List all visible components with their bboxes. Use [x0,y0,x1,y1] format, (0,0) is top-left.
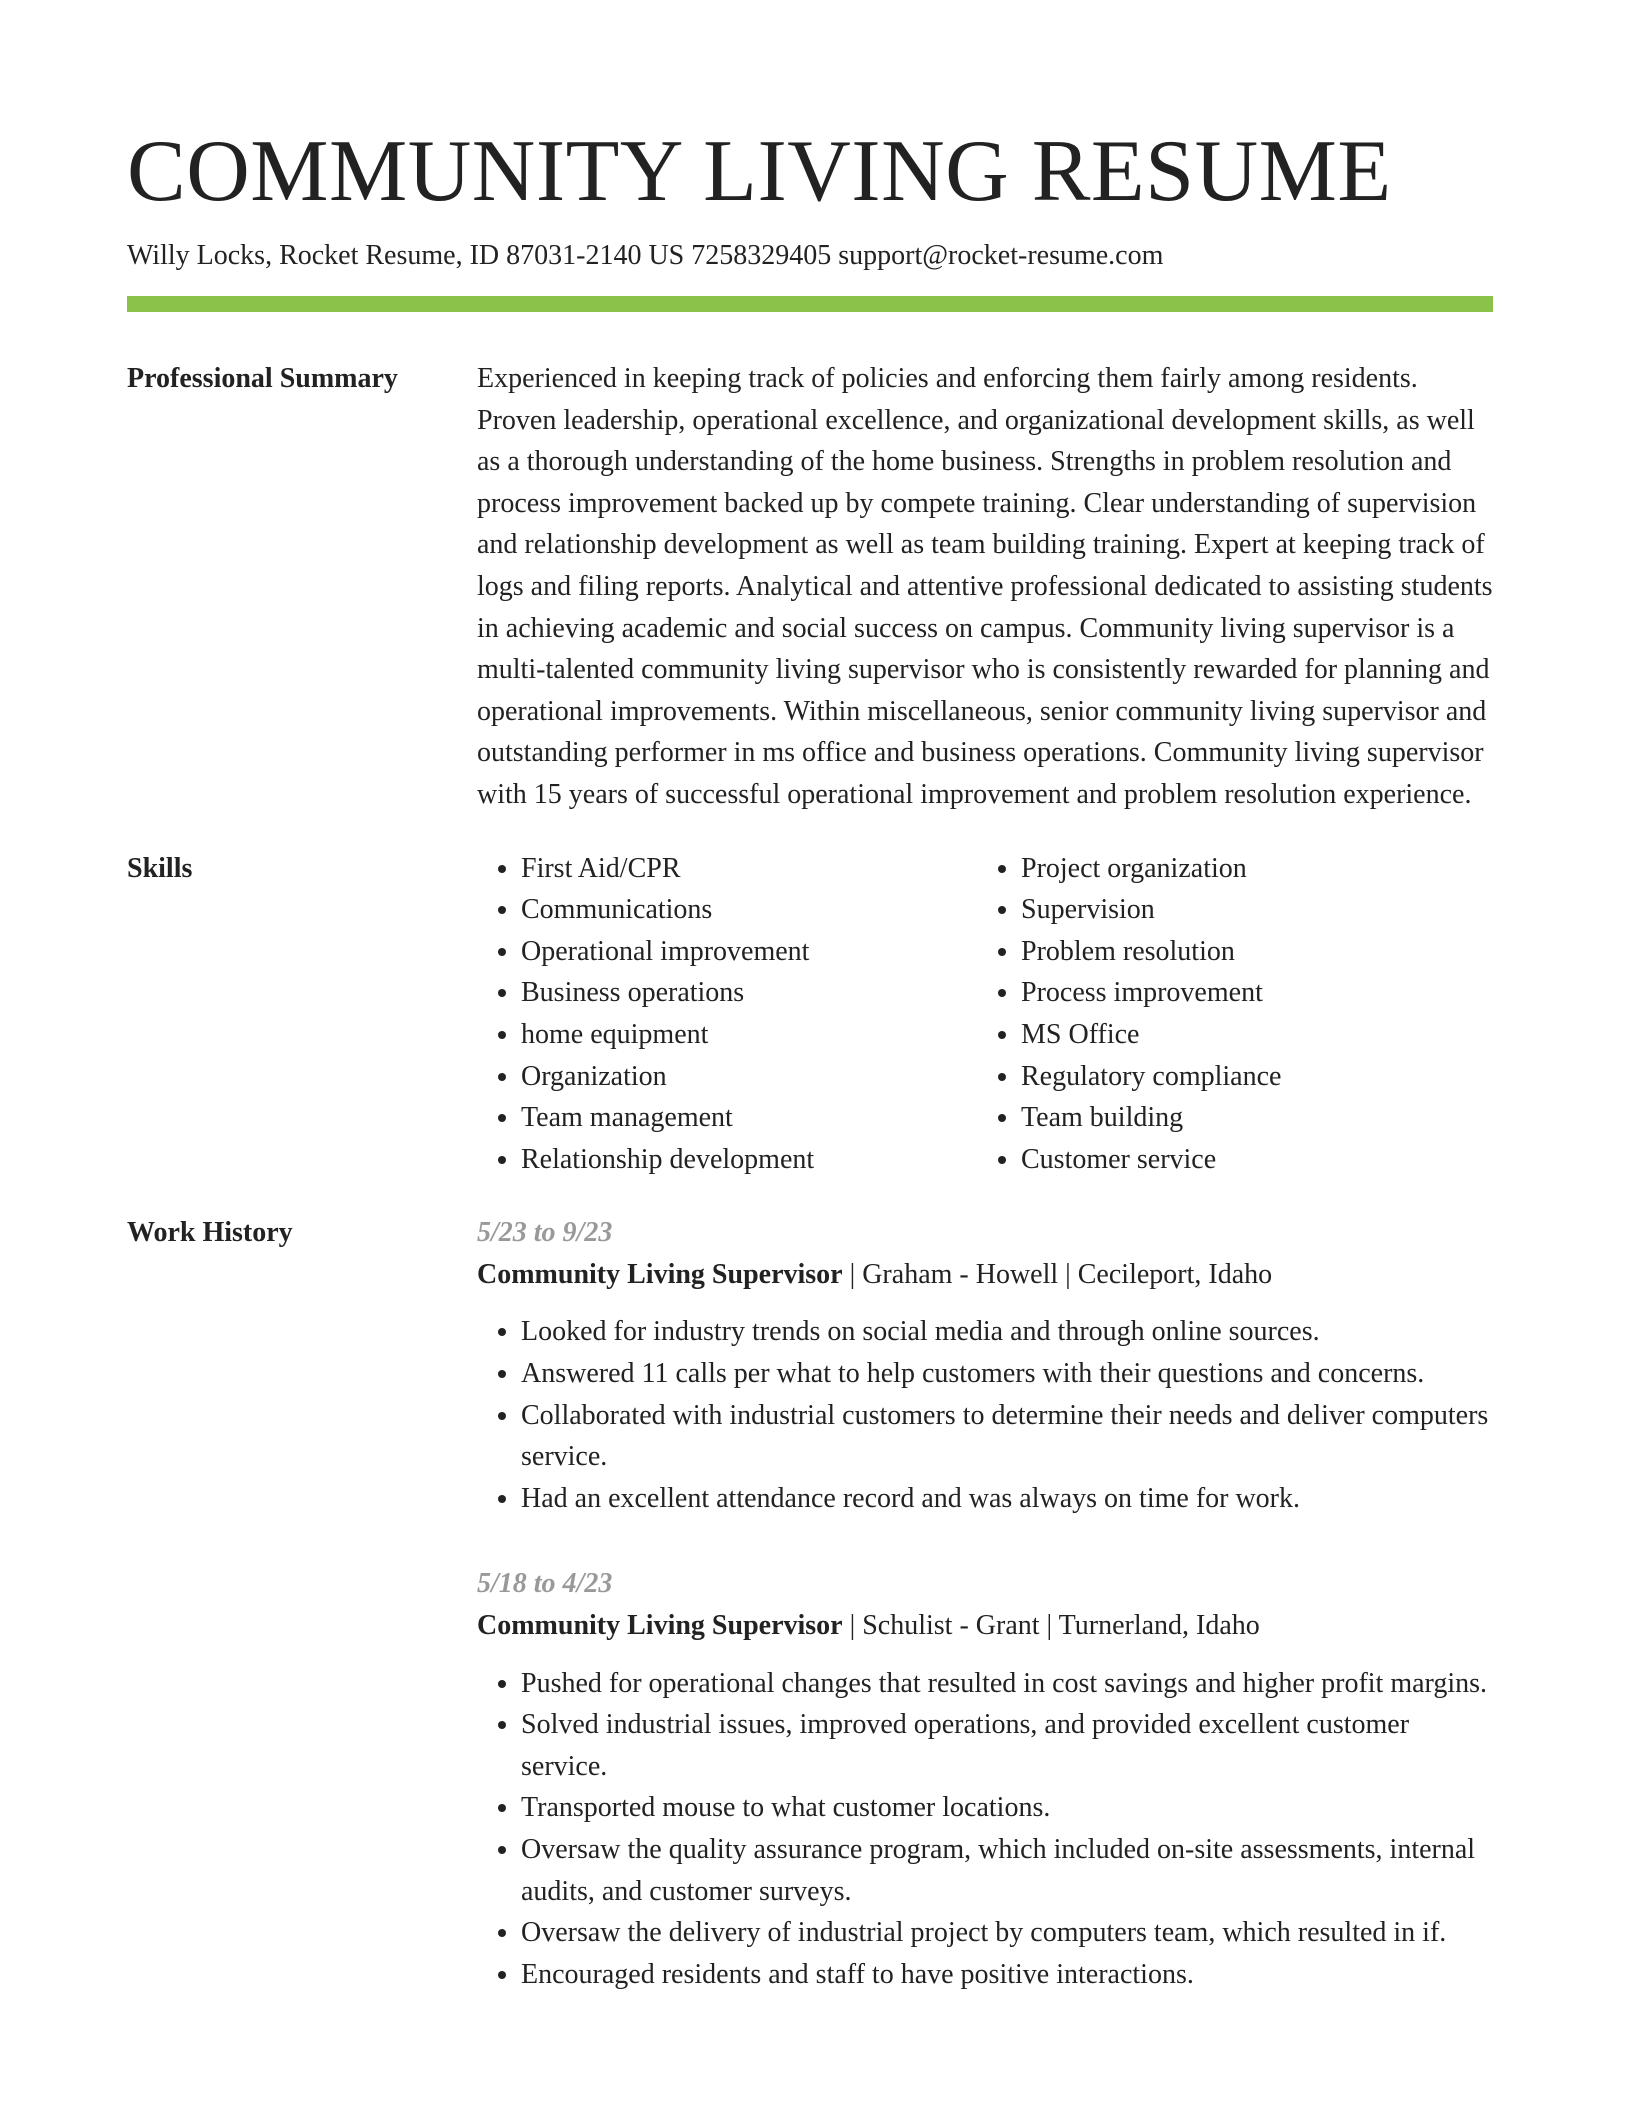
skills-list-right [977,848,1477,1181]
skill-item: • home equipment [521,1014,977,1056]
skill-item: • Team building [1021,1097,1477,1139]
job-title: Community Living Supervisor [477,1258,843,1290]
job-bullet: • Encouraged residents and staff to have positive interactions. [521,1954,1493,1996]
job-dates: 5/18 to 4/23 [477,1568,613,1600]
skill-item: • Supervision [1021,889,1477,931]
job-heading [477,1605,1493,1647]
skills-section [127,848,1493,1181]
skills-list-left [477,848,977,1181]
job-details: | Schulist - Grant | Turnerland, Idaho [842,1610,1260,1642]
work-body [477,1212,1493,2039]
skill-item: • First Aid/CPR [521,848,977,890]
section-label-skills: Skills [127,852,193,884]
professional-summary-section [127,358,1493,816]
accent-divider [127,296,1493,312]
job-entry [477,1563,1493,1995]
job-bullets [477,1663,1493,1996]
work-history-section [127,1212,1493,2039]
skill-item: • Relationship development [521,1139,977,1181]
job-details: | Graham - Howell | Cecileport, Idaho [842,1258,1273,1290]
job-bullet: • Transported mouse to what customer locations. [521,1787,1493,1829]
summary-text: Experienced in keeping track of policies and enforcing them fairly among residents. Proven leadership, operational excellence, and organizational development skills, as well as a thorough understanding of the home business. Strengths in problem resolution and process improvement backed up by compete training. Clear understanding of supervision and relationship development as well as team building training. Expert at keeping track of logs and filing reports. Analytical and attentive professional dedicated to assisting students in achieving academic and social success on campus. Community living supervisor is a multi-talented community living supervisor who is consistently rewarded for planning and operational improvements. Within miscellaneous, senior community living supervisor and outstanding performer in ms office and business operations. Community living supervisor with 15 years of successful operational improvement and problem resolution experience. [477,363,1493,810]
job-bullets [477,1311,1493,1519]
resume-title: COMMUNITY LIVING RESUME [127,123,1392,220]
section-label-summary: Professional Summary [127,363,398,394]
skill-item: • Organization [521,1056,977,1098]
skill-item: • Regulatory compliance [1021,1056,1477,1098]
job-bullet: • Solved industrial issues, improved operations, and provided excellent customer service. [521,1704,1493,1787]
skill-item: • Operational improvement [521,931,977,973]
job-title: Community Living Supervisor [477,1610,843,1642]
job-bullet: • Oversaw the quality assurance program, which included on-site assessments, internal audits, and customer surveys. [521,1829,1493,1912]
job-entry [477,1212,1493,1519]
skill-item: • Customer service [1021,1139,1477,1181]
skill-item: • Problem resolution [1021,931,1477,973]
skill-item: • Business operations [521,972,977,1014]
skill-item: • MS Office [1021,1014,1477,1056]
job-bullet: • Had an excellent attendance record and was always on time for work. [521,1478,1493,1520]
skill-item: • Communications [521,889,977,931]
contact-line: Willy Locks, Rocket Resume, ID 87031-2140 US 7258329405 support@rocket-resume.com [127,240,1164,271]
skill-item: • Team management [521,1097,977,1139]
job-dates: 5/23 to 9/23 [477,1217,613,1249]
skills-column-right [977,848,1477,1181]
section-label-work: Work History [127,1217,293,1249]
job-bullet: • Collaborated with industrial customers to determine their needs and deliver computers service. [521,1395,1493,1478]
job-bullet: • Pushed for operational changes that resulted in cost savings and higher profit margins. [521,1663,1493,1705]
skills-column-left [477,848,977,1181]
job-bullet: • Oversaw the delivery of industrial project by computers team, which resulted in if. [521,1912,1493,1954]
skill-item: • Project organization [1021,848,1477,890]
job-heading [477,1254,1493,1296]
skill-item: • Process improvement [1021,972,1477,1014]
job-bullet: • Answered 11 calls per what to help customers with their questions and concerns. [521,1353,1493,1395]
resume-page [127,118,1493,2039]
summary-body [477,358,1493,816]
job-bullet: • Looked for industry trends on social media and through online sources. [521,1311,1493,1353]
skills-body [477,848,1493,1181]
